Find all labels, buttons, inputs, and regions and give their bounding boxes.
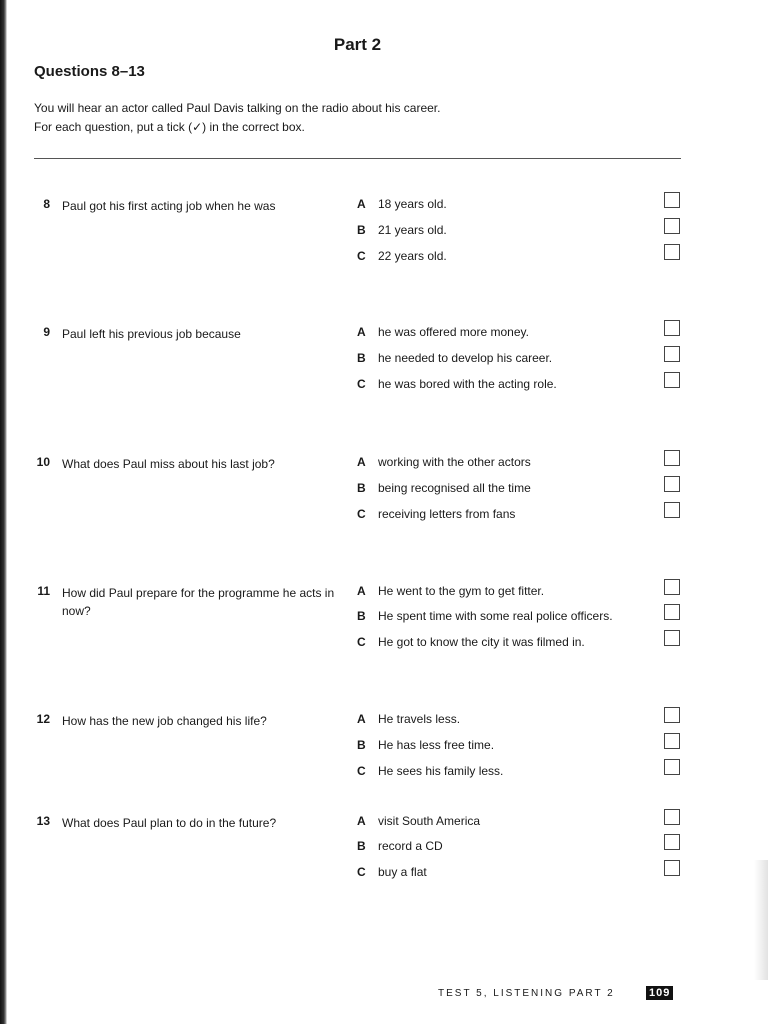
option-text: He sees his family less. xyxy=(378,764,504,778)
tick-box[interactable] xyxy=(664,476,680,492)
option-text: He has less free time. xyxy=(378,738,495,752)
answer-option xyxy=(0,609,768,631)
option-text: being recognised all the time xyxy=(378,481,531,495)
answer-option xyxy=(0,712,768,734)
question-11 xyxy=(0,584,768,664)
option-letter: C xyxy=(357,249,366,263)
option-text: he was offered more money. xyxy=(378,325,529,339)
option-letter: B xyxy=(357,351,366,365)
answer-option xyxy=(0,839,768,861)
tick-box[interactable] xyxy=(664,759,680,775)
answer-option xyxy=(0,814,768,836)
page-number: 109 xyxy=(646,986,673,1000)
question-10 xyxy=(0,455,768,535)
answer-option xyxy=(0,764,768,786)
instruction-line: For each question, put a tick (✓) in the correct box. xyxy=(34,120,305,134)
tick-box[interactable] xyxy=(664,733,680,749)
option-letter: C xyxy=(357,507,366,521)
option-text: receiving letters from fans xyxy=(378,507,516,521)
question-13 xyxy=(0,814,768,894)
tick-box[interactable] xyxy=(664,346,680,362)
answer-option xyxy=(0,635,768,657)
option-text: 21 years old. xyxy=(378,223,447,237)
option-text: he needed to develop his career. xyxy=(378,351,553,365)
option-letter: A xyxy=(357,197,366,211)
answer-option xyxy=(0,507,768,529)
option-text: 22 years old. xyxy=(378,249,447,263)
question-text: Paul left his previous job because xyxy=(62,327,241,341)
option-letter: A xyxy=(357,584,366,598)
question-text: How did Paul prepare for the programme he acts in now? xyxy=(62,586,335,618)
option-text: He went to the gym to get fitter. xyxy=(378,584,545,598)
tick-box[interactable] xyxy=(664,809,680,825)
option-letter: B xyxy=(357,738,366,752)
option-text: He spent time with some real police officers. xyxy=(378,609,613,623)
option-letter: A xyxy=(357,325,366,339)
answer-option xyxy=(0,738,768,760)
footer-running-title: TEST 5, LISTENING PART 2 xyxy=(438,988,615,999)
option-letter: C xyxy=(357,865,366,879)
option-text: buy a flat xyxy=(378,865,427,879)
question-8 xyxy=(0,197,768,277)
tick-box[interactable] xyxy=(664,630,680,646)
tick-box[interactable] xyxy=(664,834,680,850)
option-text: He travels less. xyxy=(378,712,461,726)
option-letter: A xyxy=(357,455,366,469)
tick-box[interactable] xyxy=(664,579,680,595)
option-letter: C xyxy=(357,764,366,778)
option-letter: C xyxy=(357,377,366,391)
question-text: Paul got his first acting job when he was xyxy=(62,199,276,213)
part-title: Part 2 xyxy=(333,35,382,54)
answer-option xyxy=(0,325,768,347)
tick-box[interactable] xyxy=(664,192,680,208)
tick-box[interactable] xyxy=(664,244,680,260)
option-letter: B xyxy=(357,839,366,853)
option-text: 18 years old. xyxy=(378,197,447,211)
answer-option xyxy=(0,377,768,399)
question-number: 12 xyxy=(36,712,50,726)
option-letter: C xyxy=(357,635,366,649)
questions-range-heading: Questions 8–13 xyxy=(34,63,145,80)
option-text: record a CD xyxy=(378,839,443,853)
option-letter: B xyxy=(357,223,366,237)
question-9 xyxy=(0,325,768,405)
answer-option xyxy=(0,584,768,606)
answer-option xyxy=(0,455,768,477)
tick-box[interactable] xyxy=(664,604,680,620)
question-text: How has the new job changed his life? xyxy=(62,714,267,728)
question-number: 10 xyxy=(36,455,50,469)
question-text: What does Paul miss about his last job? xyxy=(62,457,275,471)
tick-box[interactable] xyxy=(664,860,680,876)
answer-option xyxy=(0,197,768,219)
question-number: 13 xyxy=(36,814,50,828)
tick-box[interactable] xyxy=(664,320,680,336)
answer-option xyxy=(0,481,768,503)
option-letter: A xyxy=(357,712,366,726)
tick-box[interactable] xyxy=(664,450,680,466)
answer-option xyxy=(0,249,768,271)
question-number: 9 xyxy=(43,325,50,339)
answer-option xyxy=(0,351,768,373)
answer-option xyxy=(0,865,768,887)
tick-box[interactable] xyxy=(664,218,680,234)
option-text: He got to know the city it was filmed in. xyxy=(378,635,585,649)
tick-box[interactable] xyxy=(664,707,680,723)
option-letter: A xyxy=(357,814,366,828)
option-text: he was bored with the acting role. xyxy=(378,377,557,391)
question-number: 11 xyxy=(37,584,50,598)
question-number: 8 xyxy=(43,197,50,211)
tick-box[interactable] xyxy=(664,372,680,388)
tick-box[interactable] xyxy=(664,502,680,518)
question-text: What does Paul plan to do in the future? xyxy=(62,816,277,830)
instruction-line: You will hear an actor called Paul Davis talking on the radio about his career. xyxy=(34,101,441,115)
answer-option xyxy=(0,223,768,245)
option-letter: B xyxy=(357,609,366,623)
option-letter: B xyxy=(357,481,366,495)
instructions xyxy=(34,99,440,137)
option-text: visit South America xyxy=(378,814,481,828)
divider-rule xyxy=(34,158,681,159)
option-text: working with the other actors xyxy=(378,455,531,469)
question-12 xyxy=(0,712,768,792)
